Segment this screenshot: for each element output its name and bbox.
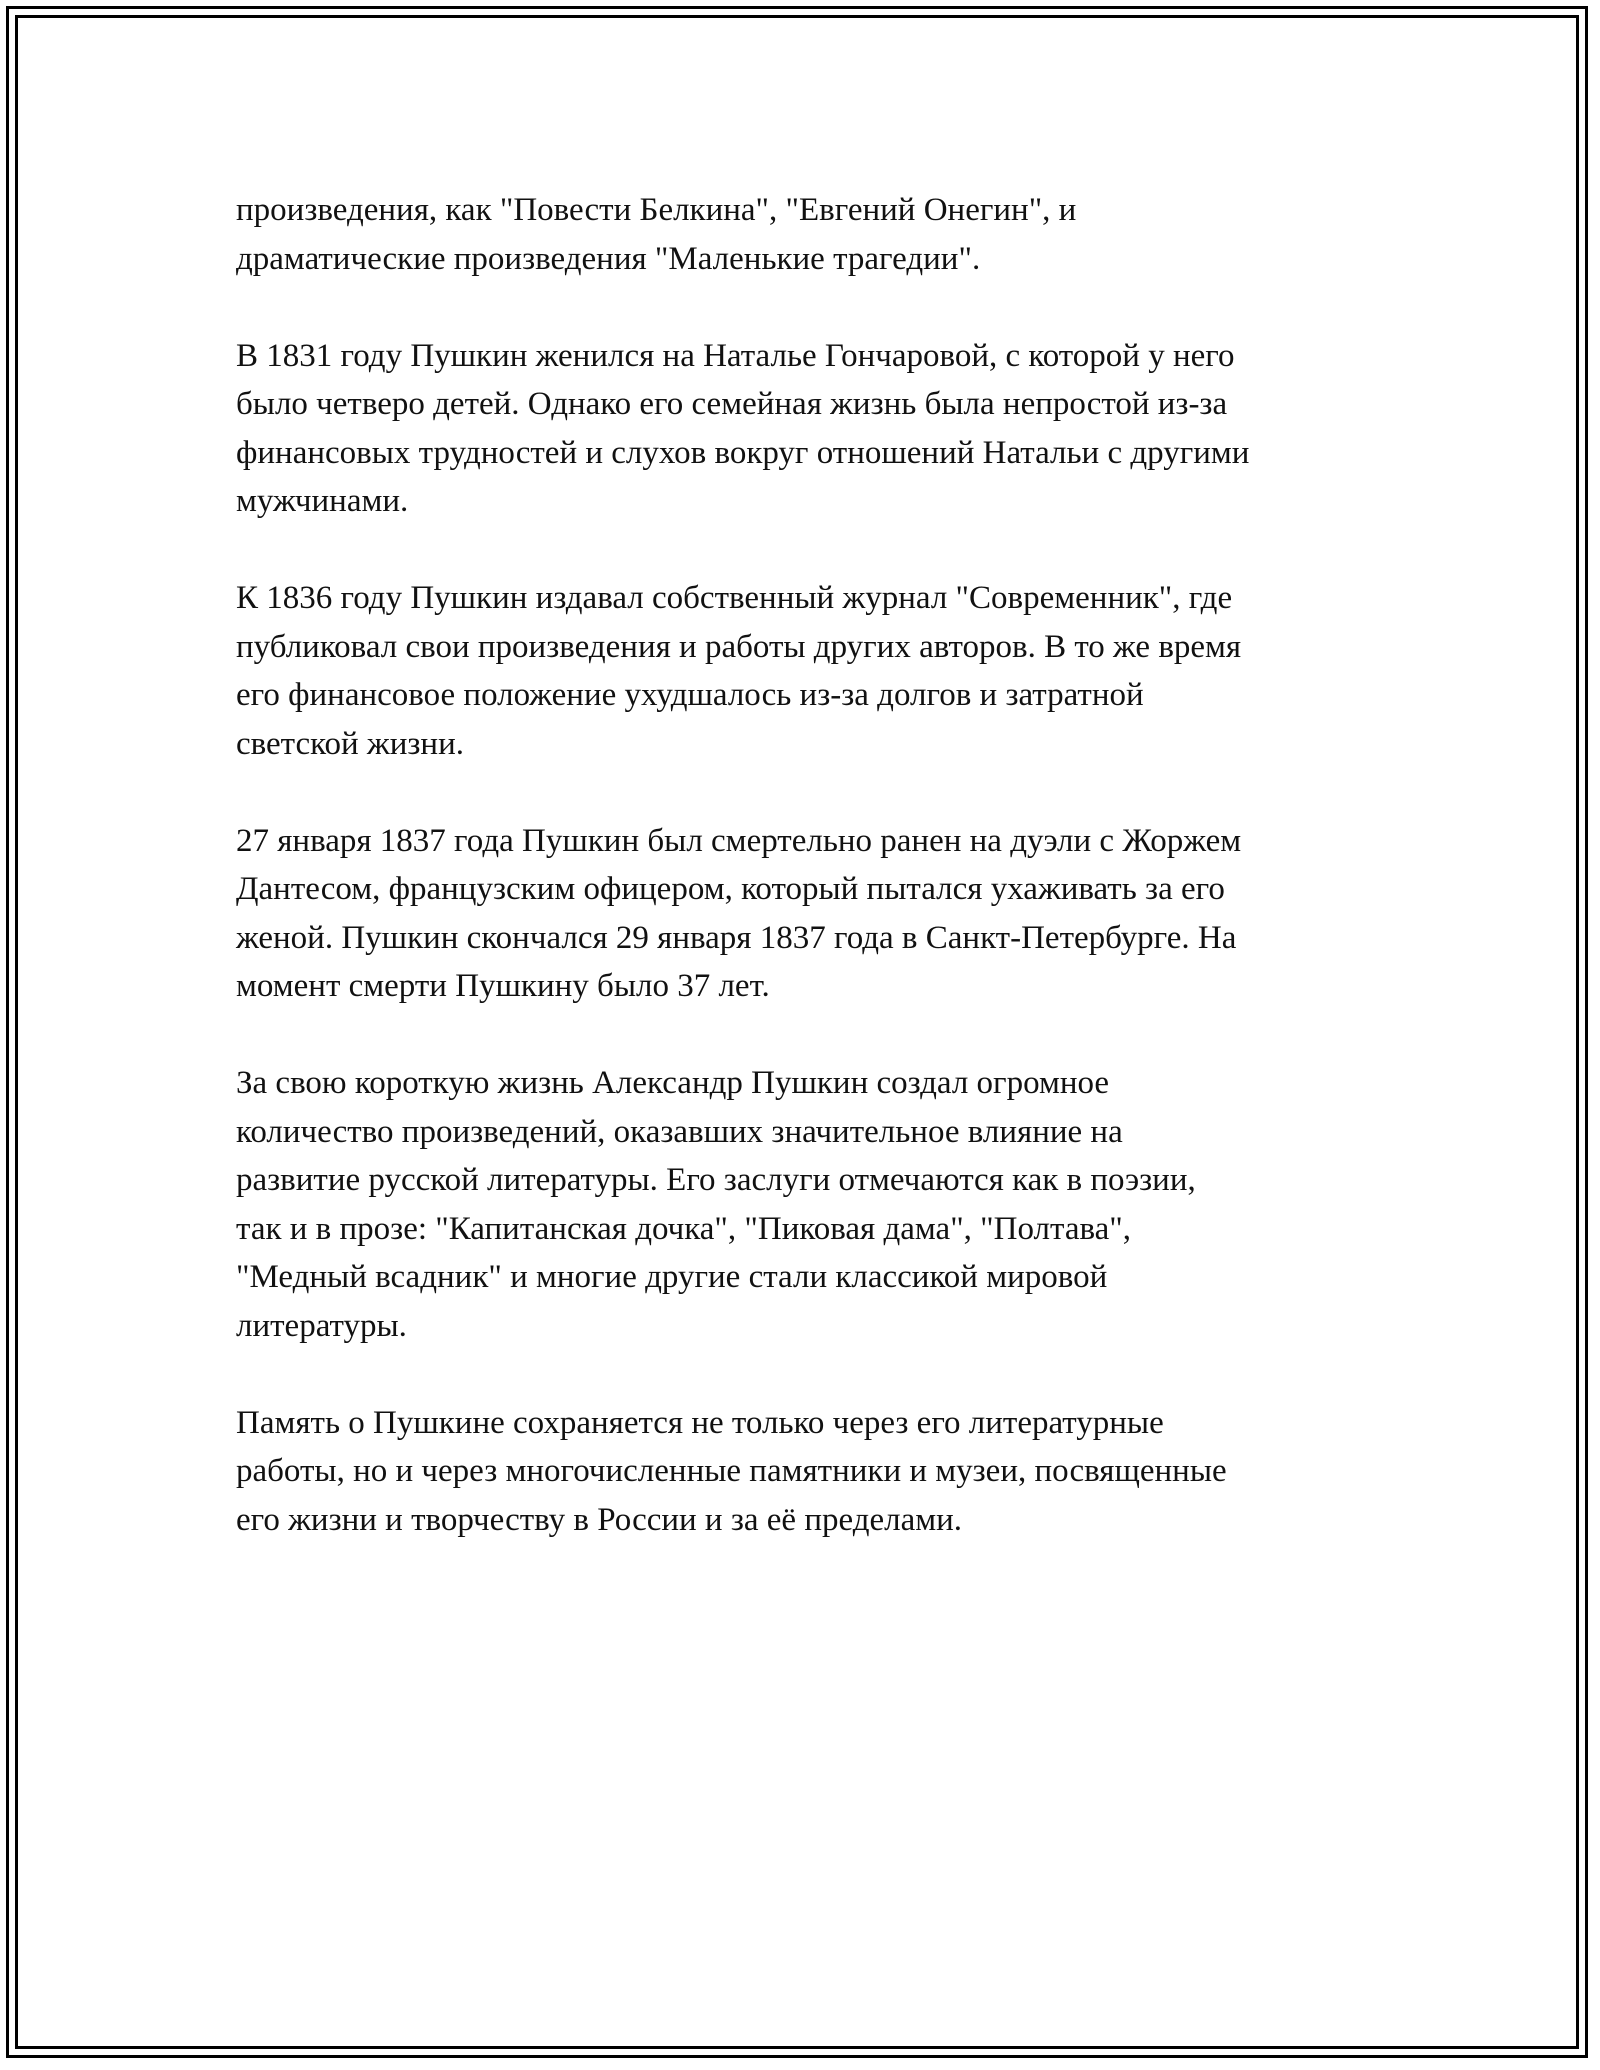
- text-line: За свою короткую жизнь Александр Пушкин создал огромное: [236, 1065, 1110, 1101]
- text-line: Дантесом, французским офицером, который пытался ухаживать за его: [236, 871, 1225, 907]
- paragraph-5: [236, 1059, 1396, 1350]
- paragraph-4: [236, 817, 1396, 1011]
- text-line: было четверо детей. Однако его семейная жизнь была непростой из-за: [236, 386, 1228, 422]
- text-line: работы, но и через многочисленные памятники и музеи, посвященные: [236, 1453, 1227, 1489]
- text-line: литературы.: [236, 1307, 407, 1344]
- text-line: 27 января 1837 года Пушкин был смертельно ранен на дуэли с Жоржем: [236, 822, 1242, 859]
- text-line: момент смерти Пушкину было 37 лет.: [236, 968, 770, 1004]
- text-line: финансовых трудностей и слухов вокруг отношений Натальи с другими: [236, 434, 1250, 471]
- text-line: мужчинами.: [236, 483, 409, 519]
- text-line: К 1836 году Пушкин издавал собственный журнал "Современник", где: [236, 580, 1233, 616]
- paragraph-2: [236, 332, 1396, 526]
- text-line: драматические произведения "Маленькие трагедии".: [236, 240, 981, 277]
- paragraph-6: [236, 1399, 1396, 1545]
- text-line: развитие русской литературы. Его заслуги отмечаются как в поэзии,: [236, 1162, 1196, 1198]
- text-line: женой. Пушкин скончался 29 января 1837 года в Санкт-Петербурге. На: [236, 919, 1237, 956]
- text-line: Память о Пушкине сохраняется не только через его литературные: [236, 1404, 1164, 1441]
- text-line: публиковал свои произведения и работы других авторов. В то же время: [236, 628, 1242, 665]
- text-line: светской жизни.: [236, 725, 464, 762]
- text-line: количество произведений, оказавших значительное влияние на: [236, 1113, 1123, 1150]
- text-line: В 1831 году Пушкин женился на Наталье Гончаровой, с которой у него: [236, 337, 1235, 374]
- text-line: так и в прозе: "Капитанская дочка", "Пиковая дама", "Полтава",: [236, 1210, 1131, 1247]
- text-line: его финансовое положение ухудшалось из-за долгов и затратной: [236, 677, 1144, 713]
- text-line: "Медный всадник" и многие другие стали классикой мировой: [236, 1259, 1108, 1295]
- text-line: его жизни и творчеству в России и за её пределами.: [236, 1501, 963, 1538]
- document-body: [236, 186, 1396, 1593]
- paragraph-3: [236, 574, 1396, 768]
- paragraph-1: [236, 186, 1396, 283]
- text-line: произведения, как "Повести Белкина", "Евгений Онегин", и: [236, 192, 1077, 228]
